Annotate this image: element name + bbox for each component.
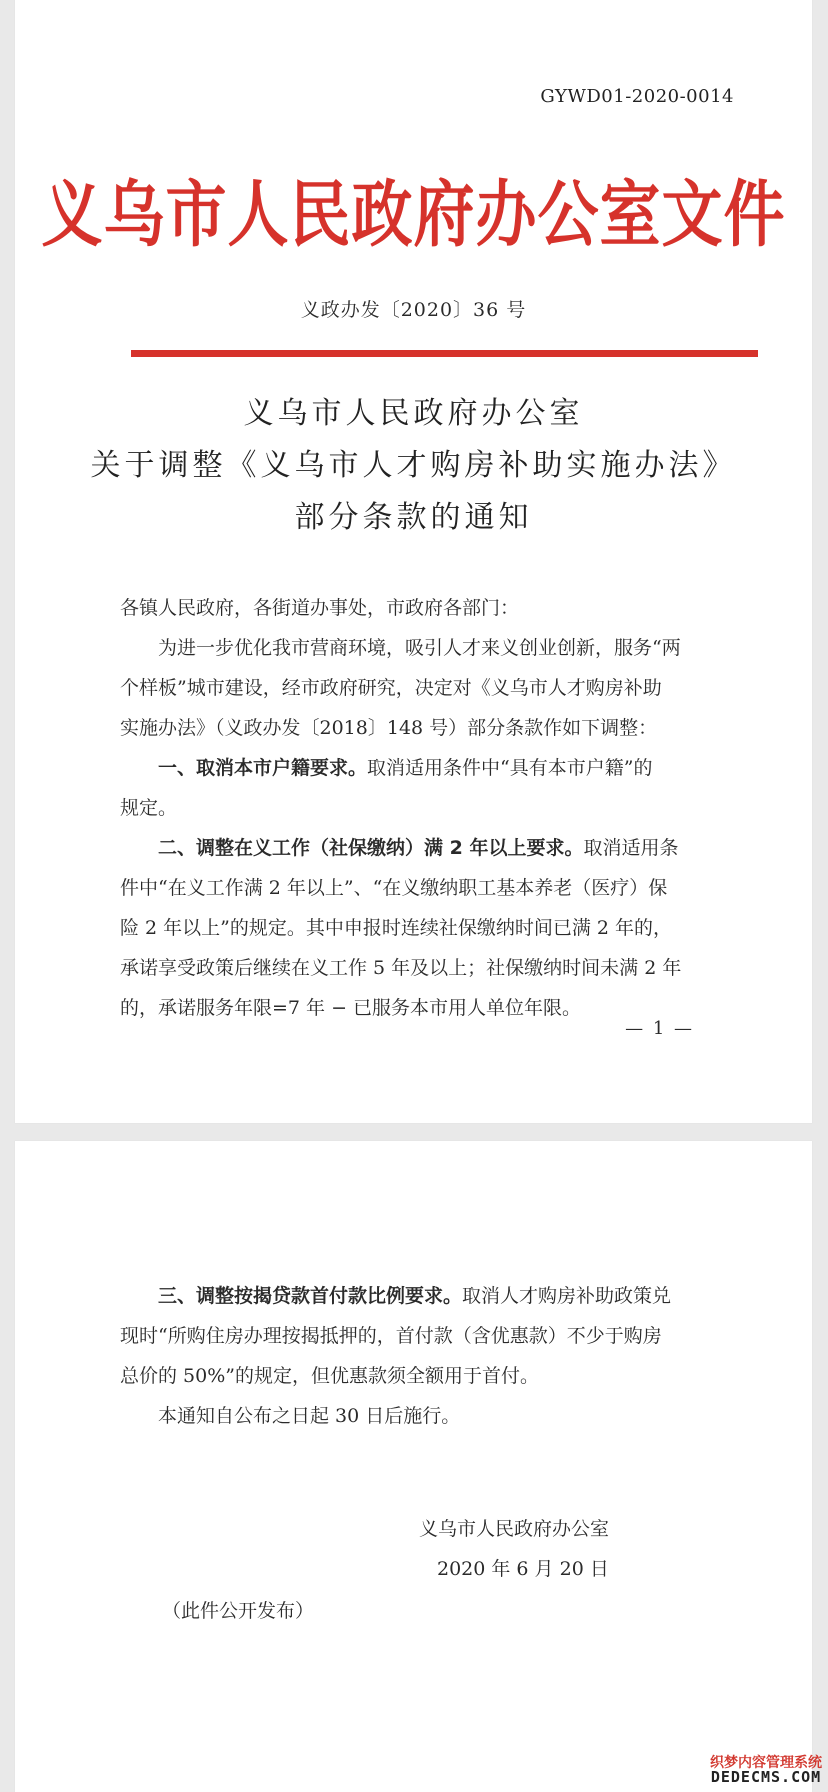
- body-paragraph-line: 为进一步优化我市营商环境，吸引人才来义创业创新，服务“两: [158, 637, 681, 659]
- body-paragraph-line: 实施办法》（义政办发〔2018〕148 号）部分条款作如下调整：: [120, 717, 658, 739]
- item-2-line: 的，承诺服务年限=7 年 − 已服务本市用人单位年限。: [120, 997, 582, 1019]
- page-number: — 1 —: [625, 1018, 694, 1039]
- notice-title-line: 义乌市人民政府办公室: [243, 396, 584, 431]
- item-2-line: [158, 835, 732, 861]
- item-1-line: 规定。: [120, 797, 178, 819]
- item-3-line: 总价的 50%”的规定，但优惠款须全额用于首付。: [120, 1365, 539, 1387]
- signature-organization: 义乌市人民政府办公室: [419, 1518, 610, 1540]
- item-1-text: 取消适用条件中“具有本市户籍”的: [367, 757, 653, 779]
- watermark-line-2: DEDECMS.COM: [710, 1768, 822, 1787]
- item-2-line: 承诺享受政策后继续在义工作 5 年及以上；社保缴纳时间未满 2 年: [120, 957, 682, 979]
- document-page-2: [15, 1141, 812, 1792]
- issue-number: 义政办发〔2020〕36 号: [300, 299, 527, 321]
- body-paragraph-line: 个样板”城市建设，经市政府研究，决定对《义乌市人才购房补助: [120, 677, 662, 699]
- red-divider: [131, 350, 758, 357]
- item-2-text: 取消适用条: [583, 837, 679, 859]
- watermark-line-1: 织梦内容管理系统: [710, 1754, 822, 1771]
- item-3-line: 现时“所购住房办理按揭抵押的，首付款（含优惠款）不少于购房: [120, 1325, 662, 1347]
- document-code: GYWD01-2020-0014: [540, 86, 734, 107]
- effective-date-text: 本通知自公布之日起 30 日后施行。: [158, 1405, 461, 1427]
- watermark: [710, 1756, 822, 1786]
- signature-date: 2020 年 6 月 20 日: [437, 1558, 609, 1580]
- item-2-line: 件中“在义工作满 2 年以上”、“在义缴纳职工基本养老（医疗）保: [120, 877, 668, 899]
- item-3-line: [158, 1283, 732, 1309]
- document-page-1: [15, 0, 812, 1123]
- notice-title-line: 部分条款的通知: [294, 500, 533, 535]
- masthead-title: 义乌市人民政府办公室文件: [41, 173, 786, 258]
- notice-title-line: 关于调整《义乌市人才购房补助实施办法》: [90, 448, 737, 483]
- publish-note: （此件公开发布）: [162, 1600, 315, 1622]
- item-3-heading: 三、调整按揭贷款首付款比例要求。: [158, 1285, 463, 1307]
- item-2-heading: 二、调整在义工作（社保缴纳）满 2 年以上要求。: [158, 837, 584, 859]
- item-3-text: 取消人才购房补助政策兑: [462, 1285, 672, 1307]
- salutation: 各镇人民政府，各街道办事处，市政府各部门：: [120, 597, 520, 619]
- item-2-line: 险 2 年以上”的规定。其中申报时连续社保缴纳时间已满 2 年的，: [120, 917, 673, 939]
- item-1-heading: 一、取消本市户籍要求。: [158, 757, 368, 779]
- item-1-line: [158, 755, 732, 781]
